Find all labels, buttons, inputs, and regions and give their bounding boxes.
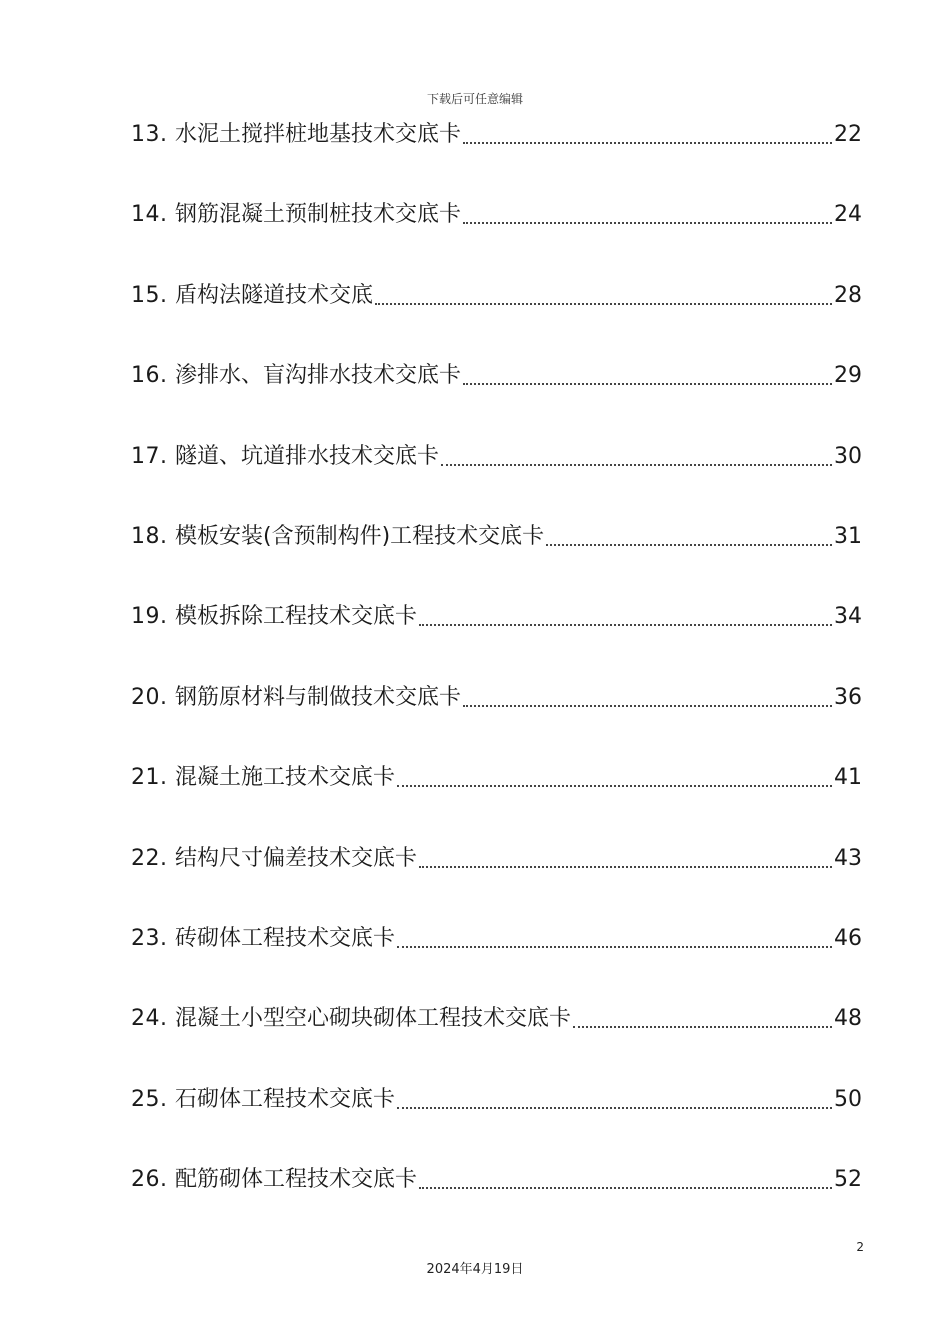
toc-entry-title: 渗排水、盲沟排水技术交底卡 bbox=[175, 363, 462, 389]
toc-entry-number: 21 bbox=[131, 765, 160, 791]
toc-entry-page: 46 bbox=[834, 925, 862, 951]
toc-entry-number: 17 bbox=[131, 443, 160, 469]
toc-entry-title: 隧道、坑道排水技术交底卡 bbox=[175, 443, 440, 469]
toc-entry[interactable] bbox=[131, 999, 862, 1079]
toc-entry-separator: . bbox=[160, 684, 167, 710]
toc-entry-title: 砖砌体工程技术交底卡 bbox=[175, 925, 396, 951]
toc-entry-page: 50 bbox=[834, 1086, 862, 1112]
toc-entry-page: 31 bbox=[834, 523, 862, 549]
header-note: 下载后可任意编辑 bbox=[426, 92, 523, 106]
toc-entry-number: 20 bbox=[131, 684, 160, 710]
toc-entry-number: 22 bbox=[131, 845, 160, 871]
toc-entry-title: 模板拆除工程技术交底卡 bbox=[175, 604, 418, 630]
toc-entry-separator: . bbox=[160, 202, 167, 228]
toc-entry-number: 15 bbox=[131, 282, 160, 308]
toc-entry-number: 13 bbox=[131, 122, 160, 147]
toc-entry[interactable] bbox=[131, 195, 862, 275]
toc-entry-separator: . bbox=[160, 925, 167, 951]
toc-entry-page: 22 bbox=[834, 122, 862, 147]
toc-entry-separator: . bbox=[160, 765, 167, 791]
toc-dot-leader bbox=[397, 1080, 832, 1120]
toc-entry-separator: . bbox=[160, 122, 167, 147]
page-number: 2 bbox=[856, 1240, 864, 1254]
toc-entry[interactable] bbox=[131, 1080, 862, 1160]
toc-entry-separator: . bbox=[160, 604, 167, 630]
toc-entry[interactable] bbox=[131, 276, 862, 356]
toc-entry[interactable] bbox=[131, 115, 862, 195]
toc-entry[interactable] bbox=[131, 597, 862, 677]
toc-entry-separator: . bbox=[160, 1086, 167, 1112]
toc-entry-separator: . bbox=[160, 1167, 167, 1193]
toc-entry-number: 14 bbox=[131, 202, 160, 228]
toc-entry-number: 26 bbox=[131, 1167, 160, 1193]
toc-entry-separator: . bbox=[160, 845, 167, 871]
toc-entry-title: 钢筋混凝土预制桩技术交底卡 bbox=[175, 202, 462, 228]
toc-dot-leader bbox=[546, 517, 832, 557]
toc-dot-leader bbox=[419, 1160, 832, 1200]
toc-dot-leader bbox=[397, 919, 832, 959]
toc-entry-separator: . bbox=[160, 523, 167, 549]
toc-entry-title: 盾构法隧道技术交底 bbox=[175, 282, 374, 308]
toc-entry-title: 混凝土小型空心砌块砌体工程技术交底卡 bbox=[175, 1006, 572, 1032]
toc-entry-page: 36 bbox=[834, 684, 862, 710]
toc-entry-page: 34 bbox=[834, 604, 862, 630]
toc-entry-page: 29 bbox=[834, 363, 862, 389]
toc-entry-number: 18 bbox=[131, 523, 160, 549]
toc-entry-number: 24 bbox=[131, 1006, 160, 1032]
toc-dot-leader bbox=[375, 276, 832, 316]
toc-entry-title: 石砌体工程技术交底卡 bbox=[175, 1086, 396, 1112]
toc-entry[interactable] bbox=[131, 1160, 862, 1240]
toc-entry[interactable] bbox=[131, 356, 862, 436]
toc-entry-page: 52 bbox=[834, 1167, 862, 1193]
toc-dot-leader bbox=[397, 758, 832, 798]
toc-entry-number: 19 bbox=[131, 604, 160, 630]
toc-entry[interactable] bbox=[131, 758, 862, 838]
toc-dot-leader bbox=[573, 999, 832, 1039]
toc-entry-separator: . bbox=[160, 1006, 167, 1032]
toc-entry-title: 配筋砌体工程技术交底卡 bbox=[175, 1167, 418, 1193]
toc-entry[interactable] bbox=[131, 839, 862, 919]
table-of-contents bbox=[131, 115, 862, 1240]
toc-dot-leader bbox=[463, 115, 832, 155]
toc-entry-page: 28 bbox=[834, 282, 862, 308]
toc-entry-number: 23 bbox=[131, 925, 160, 951]
toc-entry-title: 结构尺寸偏差技术交底卡 bbox=[175, 845, 418, 871]
toc-entry-page: 41 bbox=[834, 765, 862, 791]
toc-entry-number: 25 bbox=[131, 1086, 160, 1112]
toc-entry[interactable] bbox=[131, 678, 862, 758]
toc-dot-leader bbox=[441, 437, 832, 477]
toc-entry-page: 48 bbox=[834, 1006, 862, 1032]
toc-entry-number: 16 bbox=[131, 363, 160, 389]
toc-entry-page: 24 bbox=[834, 202, 862, 228]
toc-entry[interactable] bbox=[131, 437, 862, 517]
toc-dot-leader bbox=[463, 678, 832, 718]
toc-entry-separator: . bbox=[160, 363, 167, 389]
toc-entry-title: 模板安装(含预制构件)工程技术交底卡 bbox=[175, 523, 545, 549]
toc-entry[interactable] bbox=[131, 919, 862, 999]
toc-entry-page: 30 bbox=[834, 443, 862, 469]
toc-entry-separator: . bbox=[160, 443, 167, 469]
toc-dot-leader bbox=[463, 195, 832, 235]
toc-entry-separator: . bbox=[160, 282, 167, 308]
toc-entry-title: 水泥土搅拌桩地基技术交底卡 bbox=[175, 122, 462, 147]
toc-dot-leader bbox=[419, 597, 832, 637]
toc-entry-page: 43 bbox=[834, 845, 862, 871]
toc-dot-leader bbox=[463, 356, 832, 396]
toc-dot-leader bbox=[419, 839, 832, 879]
toc-entry-title: 钢筋原材料与制做技术交底卡 bbox=[175, 684, 462, 710]
footer-date: 2024年4月19日 bbox=[426, 1262, 524, 1277]
toc-entry[interactable] bbox=[131, 517, 862, 597]
toc-entry-title: 混凝土施工技术交底卡 bbox=[175, 765, 396, 791]
